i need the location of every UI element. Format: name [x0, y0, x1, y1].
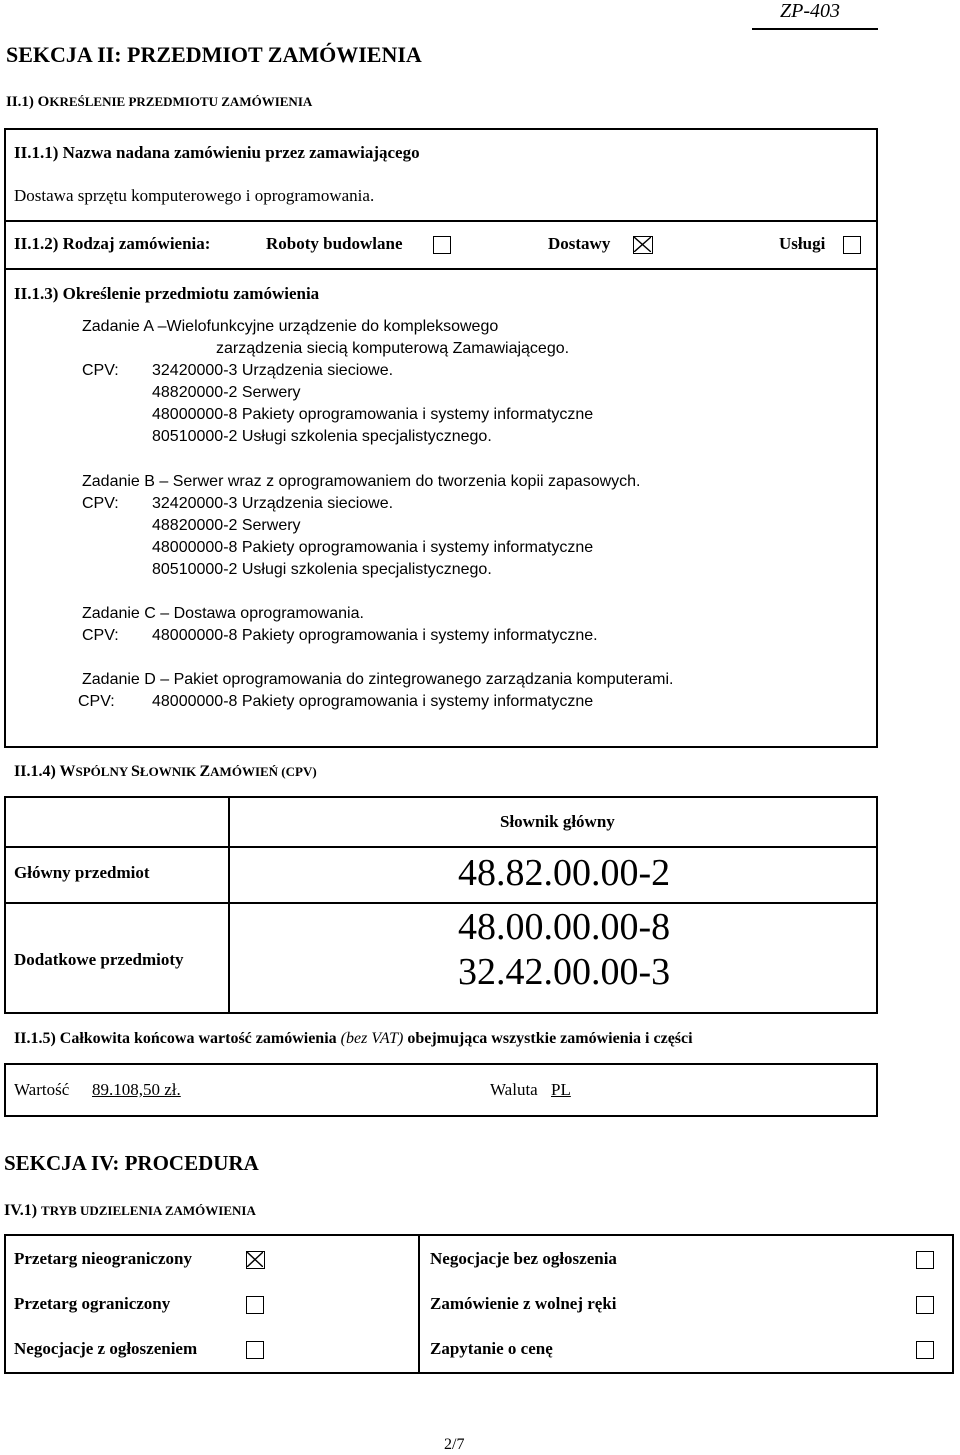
- procedure-option-label: Negocjacje z ogłoszeniem: [14, 1339, 198, 1358]
- currency-value: PL: [551, 1080, 571, 1099]
- checkbox-uslugi[interactable]: [843, 236, 861, 254]
- check-cross-icon: [634, 237, 651, 252]
- cpv-label: CPV:: [82, 362, 119, 379]
- extra-cpv-code: 32.42.00.00-3: [458, 951, 671, 993]
- cpv-col-header: Słownik główny: [500, 812, 615, 831]
- order-name-label: II.1.1) Nazwa nadana zamówieniu przez zamawiającego: [14, 143, 420, 162]
- task-a-title-cont: zarządzenia siecią komputerową Zamawiającego.: [216, 340, 570, 357]
- row-divider: [4, 268, 878, 270]
- cpv-code: 80510000-2 Usługi szkolenia specjalistycznego.: [152, 428, 492, 445]
- cpv-code: 48000000-8 Pakiety oprogramowania i systemy informatyczne: [152, 539, 594, 556]
- page-number: 2/7: [444, 1436, 465, 1453]
- cpv-label: CPV:: [82, 627, 119, 644]
- value-heading: II.1.5) Całkowita końcowa wartość zamówienia (bez VAT) obejmująca wszystkie zamówienia i części: [14, 1030, 693, 1047]
- cpv-code: 48000000-8 Pakiety oprogramowania i systemy informatyczne.: [152, 627, 598, 644]
- cpv-label: CPV:: [82, 495, 119, 512]
- form-code: ZP-403: [780, 0, 840, 22]
- checkbox-przetarg-ograniczony[interactable]: [246, 1296, 264, 1314]
- procedure-heading: IV.1) TRYB UDZIELENIA ZAMÓWIENIA: [4, 1202, 256, 1219]
- subsection-heading: II.1) OKREŚLENIE PRZEDMIOTU ZAMÓWIENIA: [6, 94, 313, 110]
- value-label: Wartość: [14, 1080, 70, 1099]
- checkbox-negocjacje-z-ogloszeniem[interactable]: [246, 1341, 264, 1359]
- table-row-divider: [4, 846, 878, 848]
- order-name-value: Dostawa sprzętu komputerowego i oprogramowania.: [14, 186, 375, 205]
- type-option-label: Usługi: [779, 234, 826, 253]
- procedure-option-label: Negocjacje bez ogłoszenia: [430, 1249, 617, 1268]
- task-d-title: Zadanie D – Pakiet oprogramowania do zintegrowanego zarządzania komputerami.: [82, 671, 674, 688]
- cpv-code: 80510000-2 Usługi szkolenia specjalistycznego.: [152, 561, 492, 578]
- cpv-code: 32420000-3 Urządzenia sieciowe.: [152, 495, 394, 512]
- section-title: SEKCJA IV: PROCEDURA: [4, 1151, 259, 1175]
- checkbox-negocjacje-bez-ogloszenia[interactable]: [916, 1251, 934, 1269]
- value-amount: 89.108,50 zł.: [92, 1080, 181, 1099]
- currency-label: Waluta: [490, 1080, 538, 1099]
- table-row-divider: [4, 902, 878, 904]
- procedure-option-label: Zamówienie z wolnej ręki: [430, 1294, 617, 1313]
- checkbox-roboty[interactable]: [433, 236, 451, 254]
- cpv-code: 32420000-3 Urządzenia sieciowe.: [152, 362, 394, 379]
- task-a-title: Zadanie A –Wielofunkcyjne urządzenie do kompleksowego: [82, 318, 499, 335]
- checkbox-zamowienie-z-wolnej-reki[interactable]: [916, 1296, 934, 1314]
- type-option-label: Roboty budowlane: [266, 234, 403, 253]
- cpv-heading: II.1.4) WSPÓLNY SŁOWNIK ZAMÓWIEŃ (CPV): [14, 763, 317, 780]
- check-cross-icon: [247, 1252, 263, 1267]
- task-b-title: Zadanie B – Serwer wraz z oprogramowaniem do tworzenia kopii zapasowych.: [82, 473, 641, 490]
- main-cpv-code: 48.82.00.00-2: [458, 852, 671, 894]
- procedure-option-label: Zapytanie o cenę: [430, 1339, 553, 1358]
- checkbox-przetarg-nieograniczony[interactable]: [246, 1251, 265, 1269]
- procedure-col-divider: [418, 1234, 420, 1374]
- cpv-code: 48820000-2 Serwery: [152, 384, 301, 401]
- extra-cpv-code: 48.00.00.00-8: [458, 906, 671, 948]
- procedure-option-label: Przetarg nieograniczony: [14, 1249, 192, 1268]
- checkbox-dostawy[interactable]: [633, 236, 653, 254]
- extra-subjects-label: Dodatkowe przedmioty: [14, 950, 184, 969]
- cpv-code: 48000000-8 Pakiety oprogramowania i systemy informatyczne: [152, 406, 594, 423]
- type-option-label: Dostawy: [548, 234, 611, 253]
- main-subject-label: Główny przedmiot: [14, 863, 150, 882]
- row-divider: [4, 220, 878, 222]
- task-c-title: Zadanie C – Dostawa oprogramowania.: [82, 605, 364, 622]
- order-type-label: II.1.2) Rodzaj zamówienia:: [14, 234, 211, 253]
- cpv-label: CPV:: [78, 693, 115, 710]
- cpv-table: [4, 796, 878, 1014]
- table-col-divider: [228, 796, 230, 1014]
- cpv-code: 48000000-8 Pakiety oprogramowania i systemy informatyczne: [152, 693, 594, 710]
- section-title: SEKCJA II: PRZEDMIOT ZAMÓWIENIA: [6, 42, 422, 67]
- header-rule: [752, 28, 878, 30]
- checkbox-zapytanie-o-cene[interactable]: [916, 1341, 934, 1359]
- description-label: II.1.3) Określenie przedmiotu zamówienia: [14, 284, 320, 303]
- cpv-code: 48820000-2 Serwery: [152, 517, 301, 534]
- procedure-option-label: Przetarg ograniczony: [14, 1294, 171, 1313]
